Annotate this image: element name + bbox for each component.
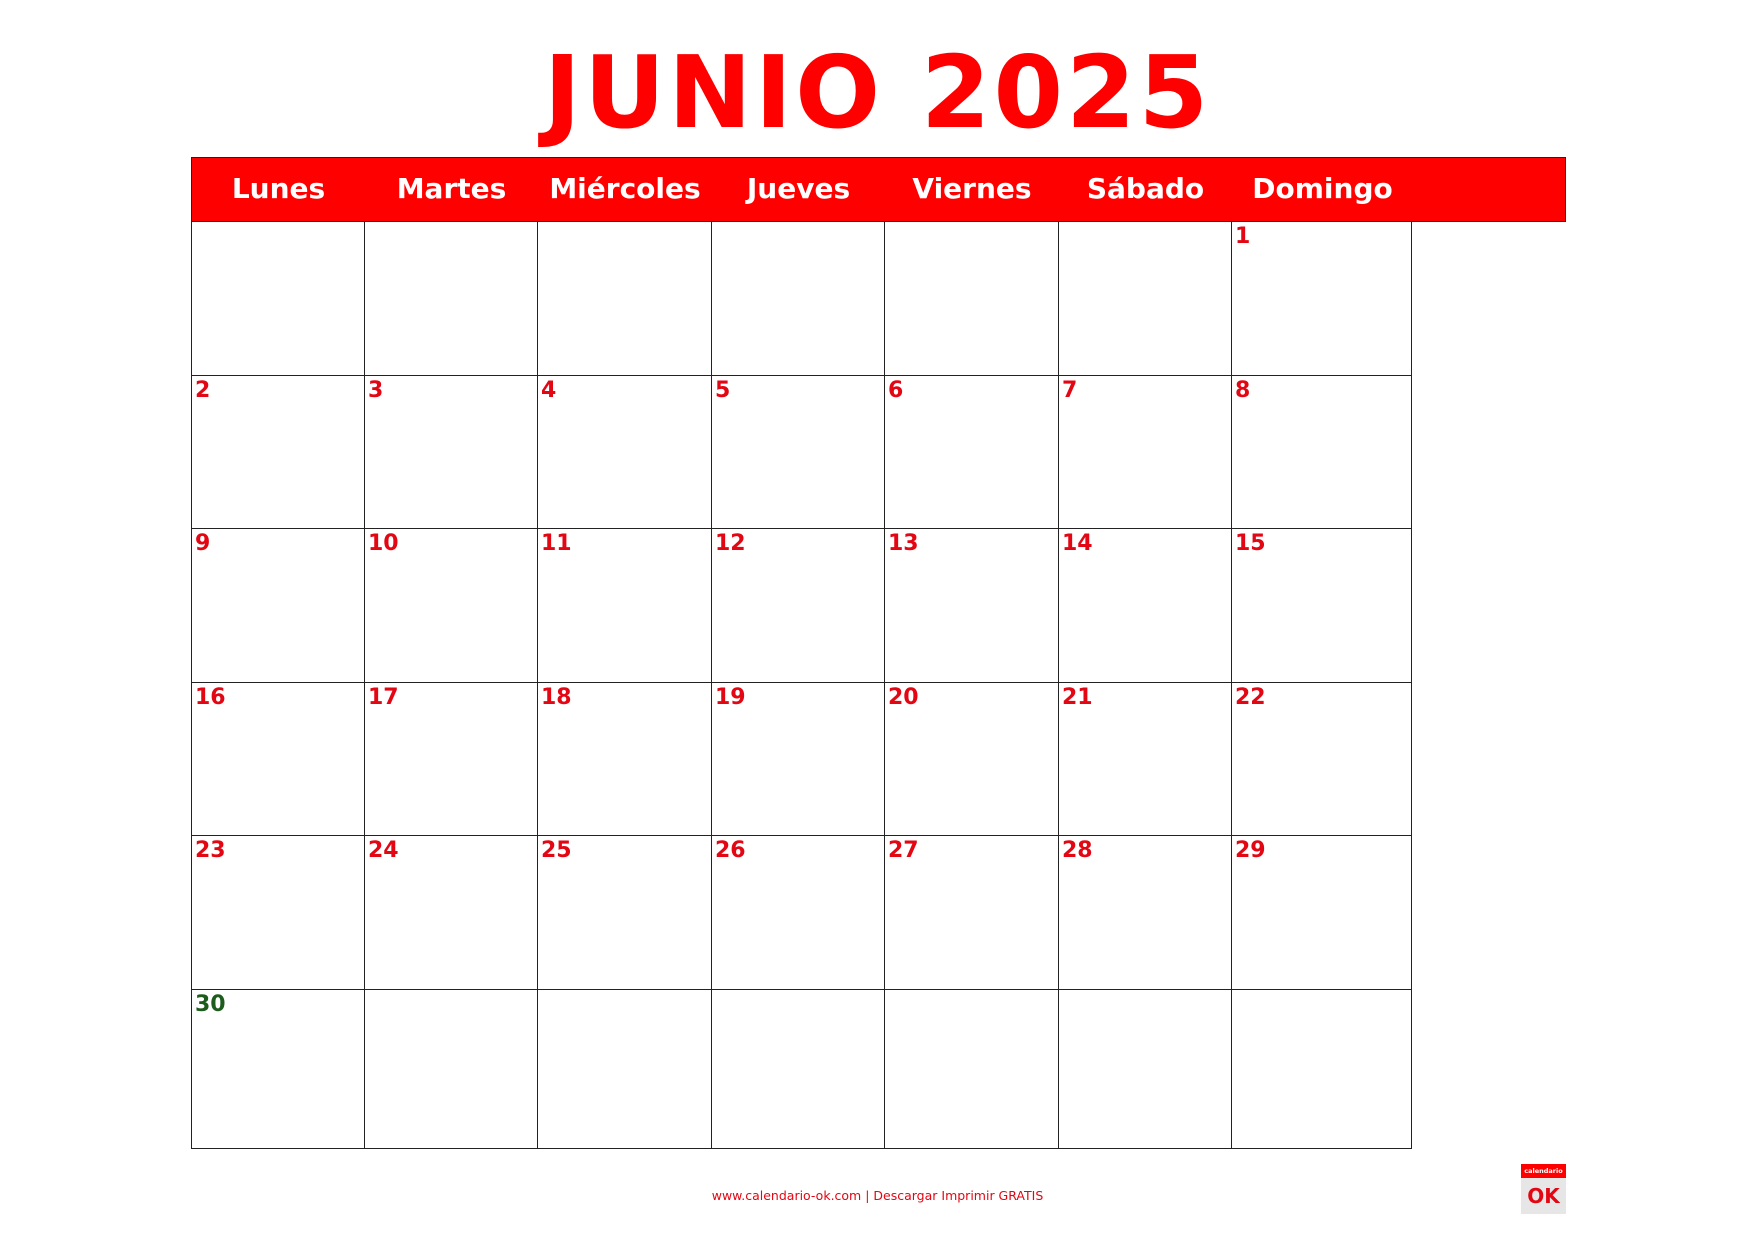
- day-number: 16: [195, 685, 226, 710]
- weekday-lunes: Lunes: [231, 172, 326, 205]
- day-cell: [364, 222, 537, 376]
- day-number: 5: [715, 378, 731, 403]
- day-number: 14: [1062, 531, 1093, 556]
- day-cell: [884, 683, 1058, 836]
- day-cell: [884, 990, 1058, 1149]
- weekday-jueves: Jueves: [746, 172, 851, 205]
- day-number: 6: [888, 378, 904, 403]
- day-cell: [191, 222, 364, 376]
- day-number: 29: [1235, 838, 1266, 863]
- day-number: 24: [368, 838, 399, 863]
- day-number: 2: [195, 378, 211, 403]
- day-cell: [1058, 376, 1231, 529]
- day-cell: [1231, 683, 1412, 836]
- day-cell: [191, 836, 364, 990]
- day-cell: [1231, 529, 1412, 683]
- day-cell: [364, 836, 537, 990]
- weekday-miércoles: Miércoles: [549, 172, 701, 205]
- day-cell: [1058, 529, 1231, 683]
- day-cell: [191, 990, 364, 1149]
- day-cell: [537, 529, 711, 683]
- day-cell: [1231, 990, 1412, 1149]
- weekday-viernes: Viernes: [912, 172, 1032, 205]
- weekday-header: [191, 157, 1566, 222]
- day-number: 15: [1235, 531, 1266, 556]
- day-cell: [1231, 222, 1412, 376]
- days-grid: [191, 222, 1566, 1149]
- weekday-martes: Martes: [396, 172, 507, 205]
- day-number: 23: [195, 838, 226, 863]
- weekday-domingo: Domingo: [1252, 172, 1393, 205]
- day-number: 18: [541, 685, 572, 710]
- day-cell: [537, 683, 711, 836]
- day-number: 17: [368, 685, 399, 710]
- calendario-ok-logo: [1521, 1164, 1566, 1214]
- day-cell: [711, 990, 884, 1149]
- day-cell: [711, 222, 884, 376]
- calendar-grid: [191, 157, 1566, 1149]
- day-number: 7: [1062, 378, 1078, 403]
- day-number: 20: [888, 685, 919, 710]
- day-cell: [711, 529, 884, 683]
- day-cell: [191, 529, 364, 683]
- day-number: 11: [541, 531, 572, 556]
- day-cell: [1058, 990, 1231, 1149]
- day-cell: [191, 376, 364, 529]
- day-number: 13: [888, 531, 919, 556]
- day-number: 27: [888, 838, 919, 863]
- logo-top-text: calendario: [1521, 1164, 1566, 1178]
- day-number: 19: [715, 685, 746, 710]
- day-number: 4: [541, 378, 557, 403]
- calendar-title: JUNIO 2025: [543, 34, 1212, 151]
- day-number: 21: [1062, 685, 1093, 710]
- day-cell: [364, 529, 537, 683]
- day-cell: [364, 990, 537, 1149]
- day-cell: [1058, 683, 1231, 836]
- day-cell: [711, 836, 884, 990]
- day-number: 9: [195, 531, 211, 556]
- day-number: 30: [195, 992, 226, 1017]
- day-cell: [1231, 836, 1412, 990]
- day-number: 26: [715, 838, 746, 863]
- day-number: 10: [368, 531, 399, 556]
- day-cell: [191, 683, 364, 836]
- day-cell: [364, 683, 537, 836]
- day-number: 8: [1235, 378, 1251, 403]
- day-number: 3: [368, 378, 384, 403]
- day-cell: [884, 529, 1058, 683]
- day-cell: [537, 222, 711, 376]
- day-cell: [537, 376, 711, 529]
- day-cell: [711, 683, 884, 836]
- day-cell: [884, 836, 1058, 990]
- day-number: 28: [1062, 838, 1093, 863]
- day-cell: [364, 376, 537, 529]
- day-number: 22: [1235, 685, 1266, 710]
- day-cell: [1231, 376, 1412, 529]
- day-cell: [711, 376, 884, 529]
- day-cell: [1058, 836, 1231, 990]
- weekday-sábado: Sábado: [1086, 172, 1205, 205]
- day-number: 12: [715, 531, 746, 556]
- day-number: 25: [541, 838, 572, 863]
- footer-link[interactable]: www.calendario-ok.com | Descargar Imprimir GRATIS: [711, 1188, 1044, 1203]
- day-cell: [537, 990, 711, 1149]
- logo-main-text: OK: [1527, 1184, 1560, 1208]
- day-cell: [1058, 222, 1231, 376]
- day-cell: [884, 222, 1058, 376]
- day-number: 1: [1235, 224, 1251, 249]
- day-cell: [884, 376, 1058, 529]
- day-cell: [537, 836, 711, 990]
